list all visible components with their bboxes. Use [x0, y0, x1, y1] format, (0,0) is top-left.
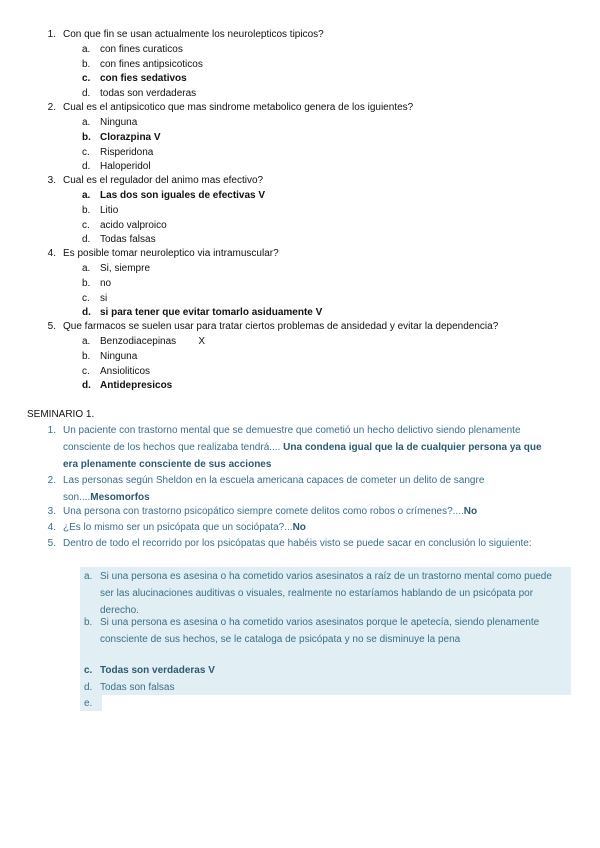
section-heading: SEMINARIO 1.	[27, 409, 95, 420]
option-1c-answer: c. con fies sedativos	[82, 73, 187, 84]
option-3c: c. acido valproico	[82, 220, 167, 231]
question-text: Es posible tomar neuroleptico via intramuscular?	[63, 248, 279, 259]
answer-text: No	[292, 522, 306, 533]
question-text: Cual es el regulador del animo mas efectivo?	[63, 175, 264, 186]
answer-text: Una condena igual que la de cualquier persona ya que era plenamente consciente de sus acciones	[63, 442, 542, 470]
answer-text: Mesomorfos	[90, 492, 150, 503]
answer-text: No	[463, 506, 478, 517]
option-3b: b. Litio	[82, 205, 119, 216]
option-5d-answer: d. Antidepresicos	[82, 380, 173, 391]
option-2c: c. Risperidona	[82, 147, 154, 158]
question-number: 4.	[47, 248, 56, 259]
question-text: Que farmacos se suelen usar para tratar ciertos problemas de ansidedad y evitar la dependencia?	[63, 321, 499, 332]
option-2d: d. Haloperidol	[82, 161, 151, 172]
question-text: Con que fin se usan actualmente los neurolepticos tipicos?	[63, 29, 324, 40]
option-1b: b. con fines antipsicoticos	[82, 59, 203, 70]
option-4c: c. si	[82, 293, 108, 304]
question-text: Cual es el antipsicotico que mas sindrome metabolico genera de los iguientes?	[63, 102, 414, 113]
option-4d-answer: d. si para tener que evitar tomarlo asiduamente V	[82, 307, 323, 318]
option-4b: b. no	[82, 278, 112, 289]
option-3d: d. Todas falsas	[82, 234, 156, 245]
question-number: 3.	[47, 175, 56, 186]
question-number: 2.	[47, 102, 56, 113]
option-3a-answer: a. Las dos son iguales de efectivas V	[82, 190, 266, 201]
option-5a: a. Benzodiacepinas X	[82, 336, 206, 347]
question-number: 1.	[47, 29, 56, 40]
option-5c: c. Ansioliticos	[82, 366, 151, 377]
option-1d: d. todas son verdaderas	[82, 88, 197, 99]
option-5b: b. Ninguna	[82, 351, 138, 362]
option-2b-answer: b. Clorazpina V	[82, 132, 161, 143]
option-1a: a. con fines curaticos	[82, 44, 183, 55]
option-2a: a. Ninguna	[82, 117, 138, 128]
question-number: 5.	[47, 321, 56, 332]
option-4a: a. Si, siempre	[82, 263, 151, 274]
